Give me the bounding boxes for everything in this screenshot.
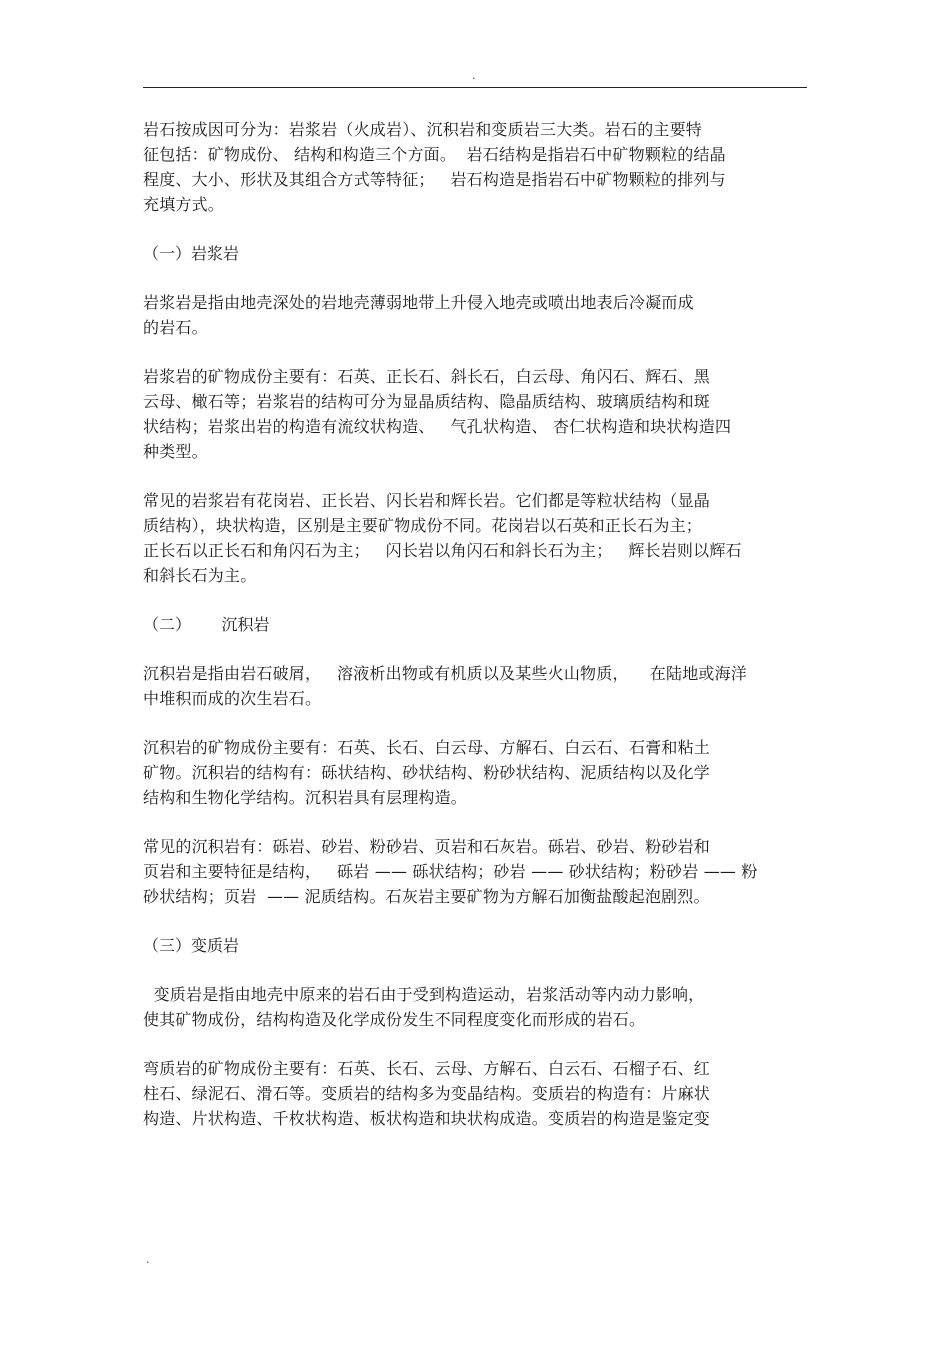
body-paragraph [143,290,809,340]
paragraph-line: 征包括：矿物成份、 结构和构造三个方面。 岩石结构是指岩石中矿物颗粒的结晶 [143,145,726,164]
paragraph-line: 中堆积而成的次生岩石。 [143,689,322,708]
paragraph-line: 使其矿物成份，结构构造及化学成份发生不同程度变化而形成的岩石。 [143,1010,646,1029]
paragraph-line: 常见的沉积岩有：砾岩、砂岩、粉砂岩、页岩和石灰岩。砾岩、砂岩、粉砂岩和 [143,837,711,856]
body-paragraph [143,364,809,464]
paragraph-line: 的岩石。 [143,318,208,337]
paragraph-line: 种类型。 [143,442,208,461]
paragraph-line: 矿物。沉积岩的结构有：砾状结构、砂状结构、粉砂状结构、泥质结构以及化学 [143,763,711,782]
section-heading: （三）变质岩 [143,936,240,955]
header-mark: . [472,69,476,82]
paragraph-line: 岩浆岩的矿物成份主要有：石英、正长石、斜长石，白云母、角闪石、辉石、黑 [143,367,711,386]
paragraph-line: 程度、大小、形状及其组合方式等特征； 岩石构造是指岩石中矿物颗粒的排列与 [143,170,726,189]
section-heading: （一）岩浆岩 [143,244,240,263]
paragraph-line: 岩石按成因可分为：岩浆岩（火成岩）、沉积岩和变质岩三大类。岩石的主要特 [143,120,703,139]
body-paragraph [143,117,809,217]
paragraph-line: 沉积岩的矿物成份主要有：石英、长石、白云母、方解石、白云石、石膏和粘土 [143,738,711,757]
paragraph-line: 充填方式。 [143,195,225,214]
paragraph-line: 砂状结构；页岩 —— 泥质结构。石灰岩主要矿物为方解石加衡盐酸起泡剧烈。 [143,887,710,906]
paragraph-line: 正长石以正长石和角闪石为主； 闪长岩以角闪石和斜长石为主； 辉长岩则以辉石 [143,541,742,560]
paragraph-line: 沉积岩是指由岩石破屑， 溶液析出物或有机质以及某些火山物质， 在陆地或海洋 [143,664,748,683]
paragraph-line: 结构和生物化学结构。沉积岩具有层理构造。 [143,788,468,807]
body-paragraph [143,488,809,588]
section-heading: （二） 沉积岩 [143,615,270,634]
document-body [143,117,809,1155]
footer-mark: . [146,1253,150,1266]
paragraph-line: 云母、橄石等；岩浆岩的结构可分为显晶质结构、隐晶质结构、玻璃质结构和斑 [143,392,711,411]
paragraph-line: 状结构；岩浆出岩的构造有流纹状构造、 气孔状构造、 杏仁状构造和块状构造四 [143,417,732,436]
header-rule [143,87,807,88]
paragraph-line: 岩浆岩是指由地壳深处的岩地壳薄弱地带上升侵入地壳或喷出地表后冷凝而成 [143,293,694,312]
paragraph-line: 柱石、绿泥石、滑石等。变质岩的结构多为变晶结构。变质岩的构造有：片麻状 [143,1084,711,1103]
paragraph-line: 质结构），块状构造，区别是主要矿物成份不同。花岗岩以石英和正长石为主； [143,516,703,535]
body-paragraph [143,735,809,810]
body-paragraph [143,834,809,909]
paragraph-line: 弯质岩的矿物成份主要有：石英、长石、云母、方解石、白云石、石榴子石、红 [143,1059,711,1078]
body-paragraph [143,1056,809,1131]
paragraph-line: 页岩和主要特征是结构， 砾岩 —— 砾状结构；砂岩 —— 砂状结构；粉砂岩 —— 粉 [143,862,758,881]
body-paragraph [143,661,809,711]
paragraph-line: 构造、片状构造、千枚状构造、板状构造和块状构成造。变质岩的构造是鉴定变 [143,1109,711,1128]
paragraph-line: 常见的岩浆岩有花岗岩、正长岩、闪长岩和辉长岩。它们都是等粒状结构（显晶 [143,491,711,510]
body-paragraph [143,982,809,1032]
paragraph-line: 和斜长石为主。 [143,566,257,585]
paragraph-line: 变质岩是指由地壳中原来的岩石由于受到构造运动，岩浆活动等内动力影响， [143,985,705,1004]
